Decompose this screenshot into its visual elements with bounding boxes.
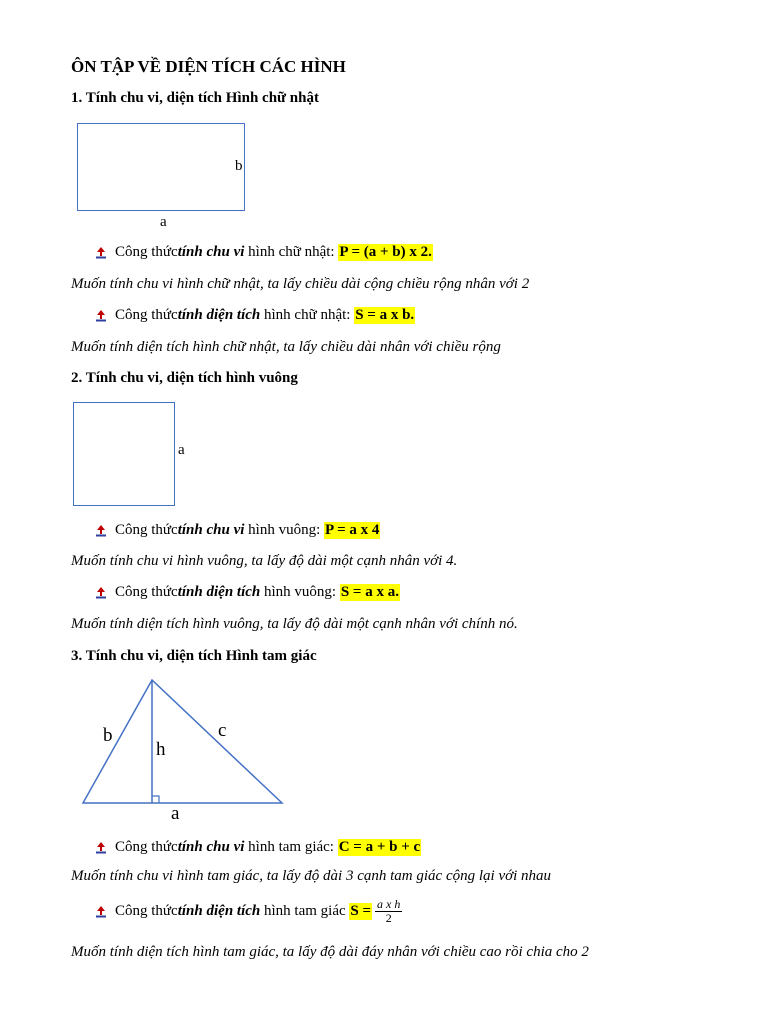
triangle-area-note: Muốn tính diện tích hình tam giác, ta lấy độ dài đáy nhân với chiều cao rồi chia cho 2 <box>71 944 589 960</box>
page-title: ÔN TẬP VỀ DIỆN TÍCH CÁC HÌNH <box>71 57 346 76</box>
square-area-note: Muốn tính diện tích hình vuông, ta lấy độ dài một cạnh nhân với chính nó. <box>71 616 518 632</box>
formula-prefix: Công thức <box>115 307 178 323</box>
rectangle-perimeter-formula <box>95 244 433 261</box>
arrow-bullet-icon <box>95 310 107 322</box>
triangle-perimeter-formula <box>95 839 421 856</box>
formula-middle: hình chữ nhật: <box>244 244 339 260</box>
formula-emphasis: tính chu vi <box>177 839 245 855</box>
triangle-label-a: a <box>171 803 180 824</box>
square-perimeter-note: Muốn tính chu vi hình vuông, ta lấy độ dài một cạnh nhân với 4. <box>71 553 458 569</box>
formula-highlight: C = a + b + c <box>338 839 421 855</box>
triangle-area-formula <box>95 898 402 925</box>
section-2-heading: 2. Tính chu vi, diện tích hình vuông <box>71 370 298 386</box>
formula-prefix: Công thức <box>115 839 178 855</box>
rectangle-area-formula <box>95 307 415 324</box>
square-area-formula <box>95 584 400 601</box>
rectangle-perimeter-note: Muốn tính chu vi hình chữ nhật, ta lấy chiều dài cộng chiều rộng nhân với 2 <box>71 276 530 292</box>
area-fraction <box>375 898 402 925</box>
rectangle-label-a: a <box>160 214 167 230</box>
formula-highlight: S = a x a. <box>340 584 399 600</box>
arrow-bullet-icon <box>95 587 107 599</box>
arrow-bullet-icon <box>95 906 107 918</box>
formula-emphasis: tính chu vi <box>177 244 245 260</box>
square-perimeter-formula <box>95 522 380 539</box>
formula-emphasis: tính diện tích <box>177 903 261 919</box>
section-3-heading: 3. Tính chu vi, diện tích Hình tam giác <box>71 648 317 664</box>
formula-middle: hình chữ nhật: <box>260 307 355 323</box>
formula-middle: hình vuông: <box>244 522 324 538</box>
square-figure <box>73 402 175 506</box>
formula-middle: hình vuông: <box>260 584 340 600</box>
formula-prefix: Công thức <box>115 244 178 260</box>
triangle-label-c: c <box>218 720 227 741</box>
triangle-label-b: b <box>103 725 113 746</box>
formula-emphasis: tính diện tích <box>177 584 261 600</box>
triangle-perimeter-note: Muốn tính chu vi hình tam giác, ta lấy độ dài 3 cạnh tam giác cộng lại với nhau <box>71 868 552 884</box>
formula-middle: hình tam giác <box>260 903 350 919</box>
formula-emphasis: tính diện tích <box>177 307 261 323</box>
formula-highlight: S = a x b. <box>355 307 415 323</box>
formula-highlight: S = <box>350 903 372 919</box>
arrow-bullet-icon <box>95 842 107 854</box>
fraction-denominator: 2 <box>385 911 392 925</box>
fraction-numerator: a x h <box>377 897 401 911</box>
rectangle-area-note: Muốn tính diện tích hình chữ nhật, ta lấy chiều dài nhân với chiều rộng <box>71 339 501 355</box>
section-1-heading: 1. Tính chu vi, diện tích Hình chữ nhật <box>71 90 319 106</box>
formula-prefix: Công thức <box>115 584 178 600</box>
triangle-outline <box>83 680 282 803</box>
formula-emphasis: tính chu vi <box>177 522 245 538</box>
arrow-bullet-icon <box>95 525 107 537</box>
rectangle-label-b: b <box>235 158 243 174</box>
rectangle-figure <box>77 123 245 211</box>
square-label-a: a <box>178 442 185 458</box>
arrow-bullet-icon <box>95 247 107 259</box>
formula-highlight: P = a x 4 <box>325 522 380 538</box>
triangle-label-h: h <box>156 739 166 760</box>
formula-prefix: Công thức <box>115 522 178 538</box>
right-angle-marker <box>152 796 159 803</box>
formula-prefix: Công thức <box>115 903 178 919</box>
formula-highlight: P = (a + b) x 2. <box>339 244 432 260</box>
formula-middle: hình tam giác: <box>244 839 338 855</box>
